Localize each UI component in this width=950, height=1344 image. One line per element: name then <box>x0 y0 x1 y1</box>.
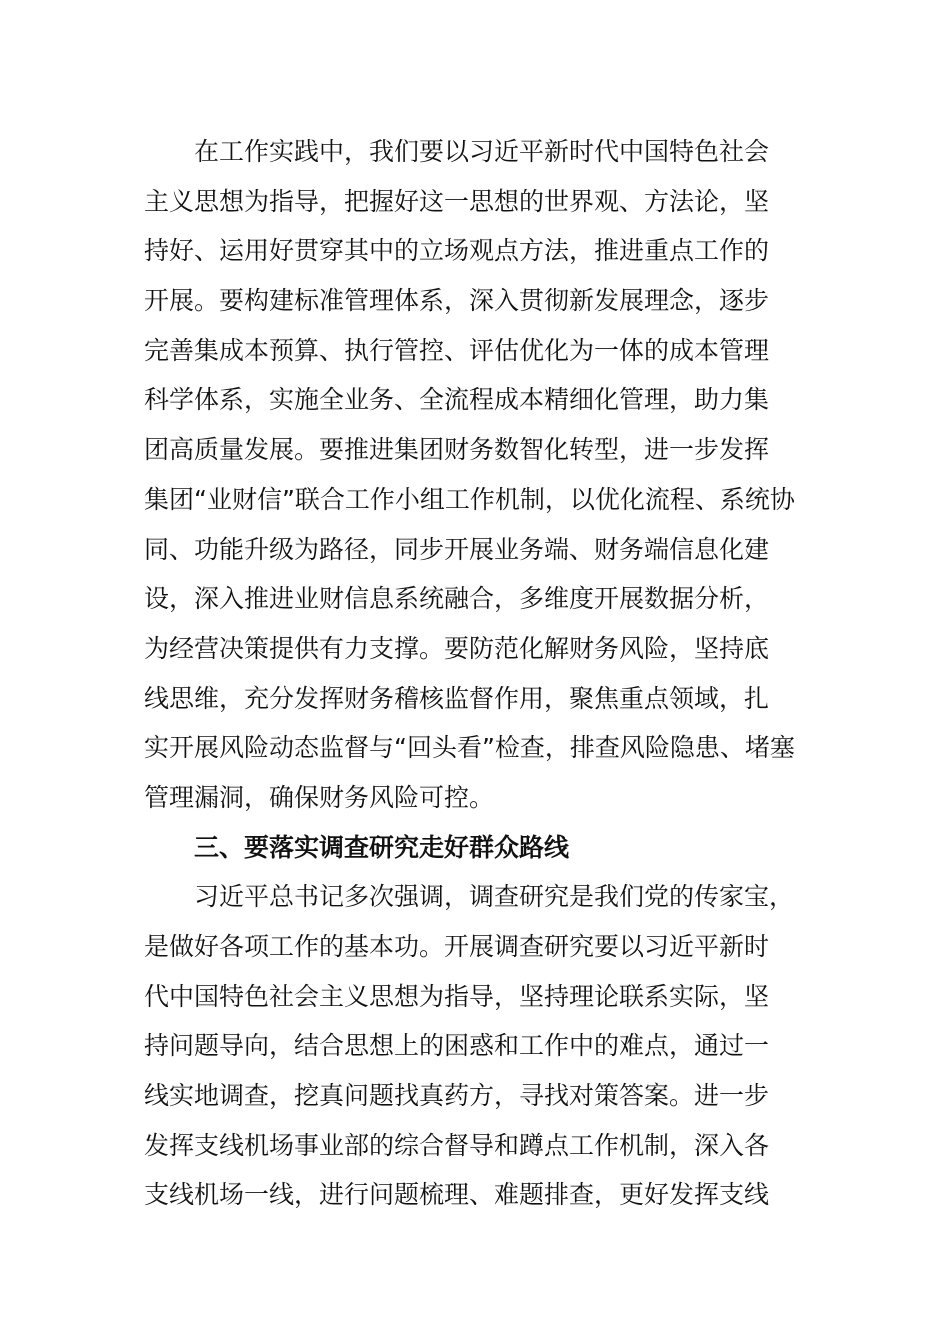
paragraph-line: 代中国特色社会主义思想为指导，坚持理论联系实际，坚 <box>144 981 770 1011</box>
paragraph-line: 团高质量发展。要推进集团财务数智化转型，进一步发挥 <box>144 435 770 465</box>
paragraph-line: 科学体系，实施全业务、全流程成本精细化管理，助力集 <box>144 385 770 415</box>
paragraph-line: 实开展风险动态监督与“回头看”检查，排查风险隐患、堵塞 <box>144 733 795 763</box>
paragraph-line: 集团“业财信”联合工作小组工作机制，以优化流程、系统协 <box>144 484 795 514</box>
paragraph-2 <box>144 872 816 1220</box>
paragraph-line: 开展。要构建标准管理体系，深入贯彻新发展理念，逐步 <box>144 286 770 316</box>
paragraph-line: 线实地调查，挖真问题找真药方，寻找对策答案。进一步 <box>144 1081 770 1111</box>
paragraph-line: 同、功能升级为路径，同步开展业务端、财务端信息化建 <box>144 534 770 564</box>
paragraph-line: 主义思想为指导，把握好这一思想的世界观、方法论，坚 <box>144 186 770 216</box>
paragraph-line: 管理漏洞，确保财务风险可控。 <box>144 782 495 812</box>
paragraph-line: 设，深入推进业财信息系统融合，多维度开展数据分析， <box>144 584 770 614</box>
paragraph-line: 支线机场一线，进行问题梳理、难题排查，更好发挥支线 <box>144 1180 770 1210</box>
paragraph-line: 在工作实践中，我们要以习近平新时代中国特色社会 <box>194 137 770 166</box>
paragraph-line: 持问题导向，结合思想上的困惑和工作中的难点，通过一 <box>144 1031 770 1061</box>
paragraph-line: 持好、运用好贯穿其中的立场观点方法，推进重点工作的 <box>144 236 770 266</box>
paragraph-line: 完善集成本预算、执行管控、评估优化为一体的成本管理 <box>144 335 770 365</box>
section-heading: 三、要落实调查研究走好群众路线 <box>194 832 570 862</box>
paragraph-1 <box>144 127 816 823</box>
document-body <box>144 127 816 1220</box>
paragraph-line: 习近平总书记多次强调，调查研究是我们党的传家宝， <box>194 882 795 912</box>
paragraph-line: 发挥支线机场事业部的综合督导和蹲点工作机制，深入各 <box>144 1130 770 1160</box>
paragraph-line: 为经营决策提供有力支撑。要防范化解财务风险，坚持底 <box>144 633 770 663</box>
paragraph-line: 是做好各项工作的基本功。开展调查研究要以习近平新时 <box>144 932 770 961</box>
paragraph-line: 线思维，充分发挥财务稽核监督作用，聚焦重点领域，扎 <box>144 683 770 713</box>
